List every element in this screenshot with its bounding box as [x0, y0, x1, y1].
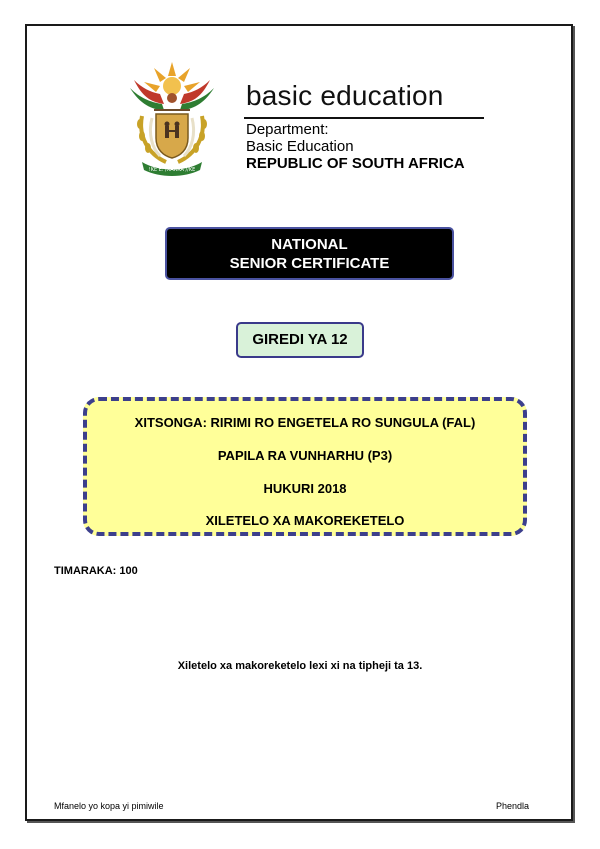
department-label: Department:	[246, 121, 329, 138]
page-count-note: Xiletelo xa makoreketelo lexi xi na tipheji ta 13.	[177, 660, 423, 672]
grade-badge: GIREDI YA 12	[236, 322, 364, 358]
brand-underline	[244, 117, 484, 119]
country-name: REPUBLIC OF SOUTH AFRICA	[246, 155, 465, 172]
turn-over-label: Phendla	[496, 801, 530, 811]
coat-of-arms-icon	[124, 58, 220, 178]
certificate-banner	[165, 227, 454, 280]
subject-panel	[83, 397, 527, 536]
brand-title: basic education	[246, 80, 444, 111]
exam-session: HUKURI 2018	[263, 481, 347, 496]
department-name: Basic Education	[246, 138, 354, 155]
subject-title: XITSONGA: RIRIMI RO ENGETELA RO SUNGULA (FAL)	[134, 415, 476, 430]
copyright-notice: Mfanelo yo kopa yi pimiwile	[54, 801, 164, 811]
document-type: XILETELO XA MAKOREKETELO	[205, 513, 405, 528]
certificate-line-national: NATIONAL	[271, 235, 348, 253]
certificate-line-senior: SENIOR CERTIFICATE	[229, 254, 390, 272]
total-marks: TIMARAKA: 100	[54, 565, 138, 577]
paper-number: PAPILA RA VUNHARHU (P3)	[217, 448, 393, 463]
crest-motto: !KE E: /XARRA //KE	[148, 167, 196, 173]
